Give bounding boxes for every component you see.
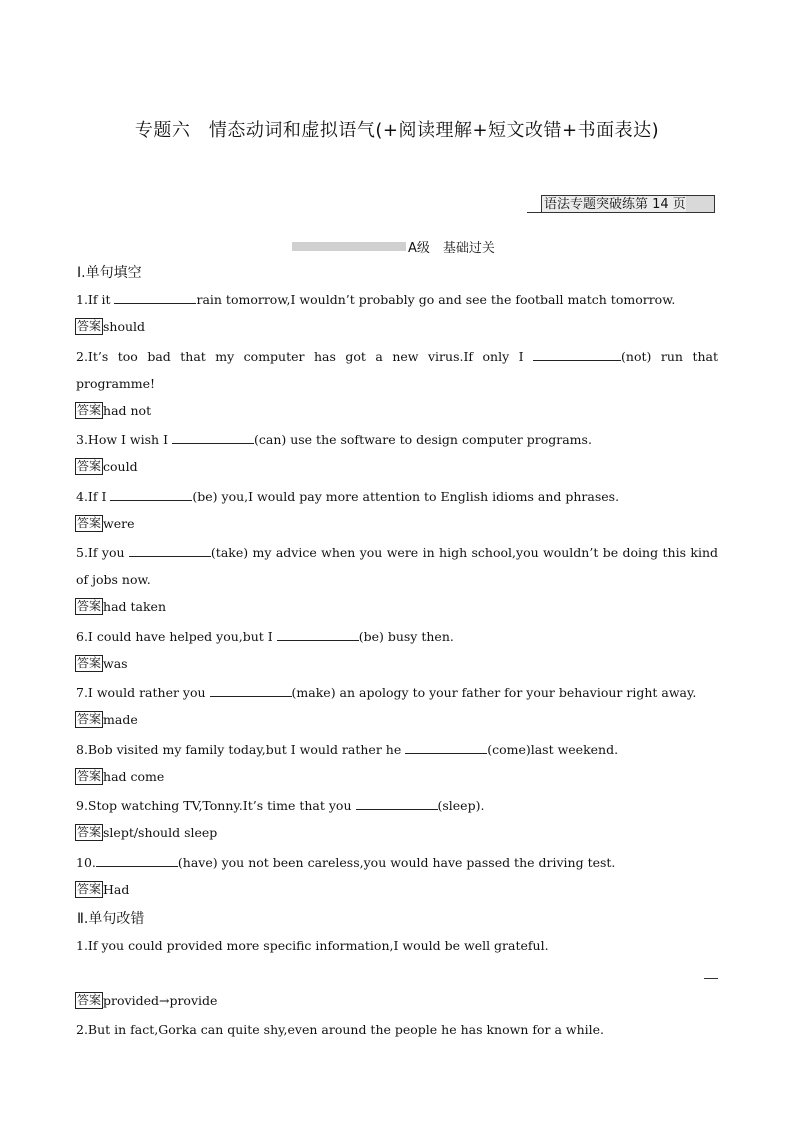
answer-10	[75, 881, 129, 898]
answer-label: 答案	[77, 516, 102, 530]
question-text: (take) my advice when you were in high school,you wouldn’t be doing this kind of jobs now.	[76, 545, 718, 587]
answer-blank	[96, 854, 178, 867]
question-text: 5.If you	[76, 545, 129, 560]
question-8	[76, 736, 718, 763]
question-text: 9.Stop watching TV,Tonny.It’s time that you	[76, 798, 356, 813]
question-text: rain tomorrow,I wouldn’t probably go and see the football match tomorrow.	[196, 292, 676, 307]
answer-9	[75, 824, 217, 841]
question-text: (can) use the software to design computer programs.	[253, 432, 592, 447]
answer-1	[75, 318, 145, 335]
answer-8	[75, 768, 164, 785]
answer-6	[75, 655, 128, 672]
answer-blank	[114, 291, 196, 304]
reference-shade	[686, 196, 714, 212]
answer-7	[75, 711, 138, 728]
answer-text: should	[103, 319, 146, 334]
answer-label: 答案	[77, 712, 102, 726]
question-text: 2.But in fact,Gorka can quite shy,even around the people he has known for a while.	[76, 1022, 604, 1037]
section-heading-1: Ⅰ.单句填空	[77, 265, 142, 281]
answer-text: Had	[103, 882, 130, 897]
answer-text: made	[103, 712, 138, 727]
question-10	[76, 849, 718, 876]
answer-label: 答案	[77, 769, 102, 783]
answer-label: 答案	[77, 403, 102, 417]
answer-text: had taken	[103, 599, 166, 614]
answer-label: 答案	[77, 459, 102, 473]
answer-blank	[405, 741, 487, 754]
reference-text: 语法专题突破练第 14 页	[544, 197, 686, 212]
level-text: A级 基础过关	[408, 241, 495, 256]
answer-text: provided→provide	[103, 993, 218, 1008]
answer-text: was	[103, 656, 128, 671]
correction-2	[76, 1016, 718, 1043]
level-bar	[292, 242, 406, 251]
question-5	[76, 539, 718, 593]
reference-link[interactable]	[527, 193, 715, 213]
question-6	[76, 623, 718, 650]
correction-1	[76, 932, 718, 959]
question-text: 3.How I wish I	[76, 432, 172, 447]
page-title: 专题六 情态动词和虚拟语气(+阅读理解+短文改错+书面表达)	[134, 120, 660, 141]
question-7	[76, 679, 718, 706]
answer-text: slept/should sleep	[103, 825, 218, 840]
question-text: (sleep).	[437, 798, 485, 813]
answer-blank	[210, 684, 292, 697]
question-9	[76, 792, 718, 819]
answer-label: 答案	[77, 825, 102, 839]
answer-text: had come	[103, 769, 165, 784]
answer-label: 答案	[77, 993, 102, 1007]
reference-box	[541, 195, 715, 213]
answer-blank	[277, 628, 359, 641]
answer-label: 答案	[77, 882, 102, 896]
question-1	[76, 286, 718, 313]
line-mark	[704, 978, 718, 979]
question-3	[76, 426, 718, 453]
answer-blank	[172, 431, 254, 444]
question-text: 6.I could have helped you,but I	[76, 629, 277, 644]
answer-blank	[110, 488, 192, 501]
question-text: 1.If it	[76, 292, 115, 307]
answer-text: could	[103, 459, 138, 474]
question-text: (not) run that programme!	[76, 349, 718, 391]
answer-3	[75, 458, 138, 475]
question-text: (come)last weekend.	[487, 742, 619, 757]
question-text: 10.	[76, 855, 96, 870]
question-text: 8.Bob visited my family today,but I would rather he	[76, 742, 406, 757]
level-heading	[292, 237, 495, 256]
question-text: (have) you not been careless,you would have passed the driving test.	[177, 855, 616, 870]
answer-text: had not	[103, 403, 152, 418]
question-4	[76, 483, 718, 510]
question-text: 2.It’s too bad that my computer has got a new virus.If only I	[76, 349, 534, 364]
answer-label: 答案	[77, 656, 102, 670]
ref-dash	[527, 204, 541, 213]
answer-label: 答案	[77, 319, 102, 333]
question-text: (be) busy then.	[358, 629, 454, 644]
correction-answer-1	[75, 992, 217, 1009]
answer-text: were	[103, 516, 135, 531]
answer-blank	[356, 797, 438, 810]
section-heading-2: Ⅱ.单句改错	[77, 911, 145, 927]
question-text: (be) you,I would pay more attention to English idioms and phrases.	[192, 489, 620, 504]
answer-label: 答案	[77, 599, 102, 613]
answer-2	[75, 402, 151, 419]
answer-5	[75, 598, 166, 615]
question-text: 7.I would rather you	[76, 685, 210, 700]
question-2	[76, 343, 718, 397]
question-text: (make) an apology to your father for your behaviour right away.	[291, 685, 697, 700]
question-text: 4.If I	[76, 489, 111, 504]
question-text: 1.If you could provided more specific information,I would be well grateful.	[76, 938, 549, 953]
answer-4	[75, 515, 135, 532]
answer-blank	[533, 348, 621, 361]
answer-blank	[129, 544, 211, 557]
